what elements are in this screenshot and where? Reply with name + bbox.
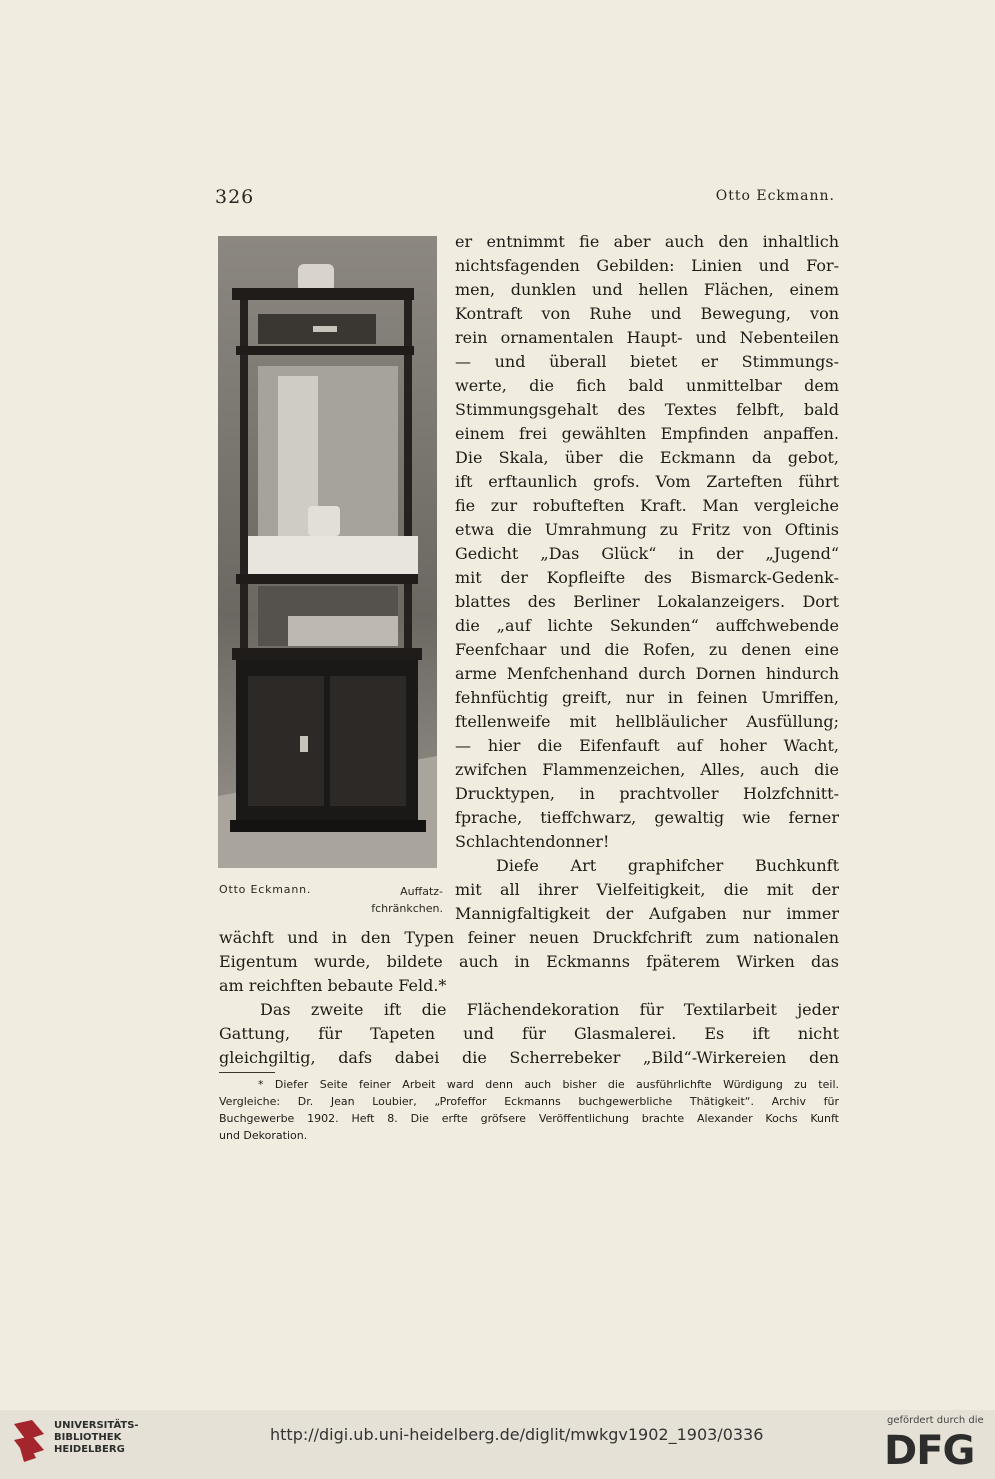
column-text-line: blattes des Berliner Lokalanzeigers. Dort	[455, 592, 839, 611]
column-text-line: rein ornamentalen Haupt- und Nebenteilen	[455, 328, 839, 347]
body-text-line: gleichgiltig, dafs dabei die Scherrebeker „Bild“-Wirkereien den	[219, 1048, 839, 1067]
body-text-line: am reichften bebaute Feld.*	[219, 976, 447, 995]
body-text-line: Gattung, für Tapeten und für Glasmalerei. Es ift nicht	[219, 1024, 839, 1043]
body-text-line: Das zweite ift die Flächendekoration für Textilarbeit jeder	[260, 1000, 839, 1019]
column-text-line: Stimmungsgehalt des Textes felbft, bald	[455, 400, 839, 419]
body-text-line: wächft und in den Typen feiner neuen Druckfchrift zum nationalen	[219, 928, 839, 947]
column-text-line: Die Skala, über die Eckmann da gebot,	[455, 448, 839, 467]
running-title: Otto Eckmann.	[715, 188, 835, 204]
column-text-line: nichtsfagenden Gebilden: Linien und For-	[455, 256, 839, 275]
column-text-line: Gedicht „Das Glück“ in der „Jugend“	[455, 544, 839, 563]
column-text-line: ift erftaunlich grofs. Vom Zarteften führt	[455, 472, 839, 491]
dfg-logo: DFG	[884, 1428, 975, 1474]
caption-title-line: Auffatz-	[400, 885, 443, 898]
column-text-line: Diefe Art graphifcher Buchkunft	[496, 856, 839, 875]
funded-by-label: gefördert durch die	[887, 1415, 984, 1426]
body-text-line: Eigentum wurde, bildete auch in Eckmanns fpäterem Wirken das	[219, 952, 839, 971]
permalink-url[interactable]: http://digi.ub.uni-heidelberg.de/diglit/mwkgv1902_1903/0336	[270, 1425, 764, 1444]
caption-author: Otto Eckmann.	[219, 883, 312, 896]
university-name-line: UNIVERSITÄTS-	[54, 1420, 139, 1431]
page-number: 326	[215, 186, 255, 208]
university-name-line: HEIDELBERG	[54, 1444, 125, 1455]
footnote-line: und Dekoration.	[219, 1129, 308, 1142]
column-text-line: werte, die fich bald unmittelbar dem	[455, 376, 839, 395]
caption-title-line: fchränkchen.	[371, 902, 443, 915]
column-text-line: Schlachtendonner!	[455, 832, 610, 851]
column-text-line: die „auf lichte Sekunden“ auffchwebende	[455, 616, 839, 635]
column-text-line: — hier die Eifenfauft auf hoher Wacht,	[455, 736, 839, 755]
column-text-line: einem frei gewählten Empfinden anpaffen.	[455, 424, 839, 443]
footnote-line: * Diefer Seite feiner Arbeit ward denn auch bisher die ausführlichfte Würdigung zu teil.	[258, 1078, 839, 1091]
column-text-line: zwifchen Flammenzeichen, Alles, auch die	[455, 760, 839, 779]
column-text-line: Feenfchaar und die Rofen, zu denen eine	[455, 640, 839, 659]
column-text-line: — und überall bietet er Stimmungs-	[455, 352, 839, 371]
university-logo-icon	[10, 1418, 48, 1468]
column-text-line: mit der Kopfleifte des Bismarck-Gedenk-	[455, 568, 839, 587]
footnote-rule	[219, 1072, 275, 1073]
column-text-line: fie zur robufteften Kraft. Man vergleiche	[455, 496, 839, 515]
footnote-line: Vergleiche: Dr. Jean Loubier, „Profeffor Eckmanns buchgewerbliche Thätigkeit“. Archiv für	[219, 1095, 839, 1108]
column-text-line: men, dunklen und hellen Flächen, einem	[455, 280, 839, 299]
column-text-line: fprache, tieffchwarz, gewaltig wie ferner	[455, 808, 839, 827]
column-text-line: Drucktypen, in prachtvoller Holzfchnitt-	[455, 784, 839, 803]
column-text-line: arme Menfchenhand durch Dornen hindurch	[455, 664, 839, 683]
university-name	[54, 1420, 154, 1456]
column-text-line: er entnimmt fie aber auch den inhaltlich	[455, 232, 839, 251]
caption-title	[363, 883, 443, 917]
column-text-line: Kontraft von Ruhe und Bewegung, von	[455, 304, 839, 323]
column-text-line: mit all ihrer Vielfeitigkeit, die mit der	[455, 880, 839, 899]
column-text-line: etwa die Umrahmung zu Fritz von Oftinis	[455, 520, 839, 539]
cabinet-photograph	[218, 236, 437, 868]
column-text-line: ftellenweife mit hellbläulicher Ausfüllung;	[455, 712, 839, 731]
university-name-line: BIBLIOTHEK	[54, 1432, 122, 1443]
column-text-line: fehnfüchtig greift, nur in feinen Umriffen,	[455, 688, 839, 707]
footnote-line: Buchgewerbe 1902. Heft 8. Die erfte gröfsere Veröffentlichung brachte Alexander Kochs Kunft	[219, 1112, 839, 1125]
column-text-line: Mannigfaltigkeit der Aufgaben nur immer	[455, 904, 839, 923]
